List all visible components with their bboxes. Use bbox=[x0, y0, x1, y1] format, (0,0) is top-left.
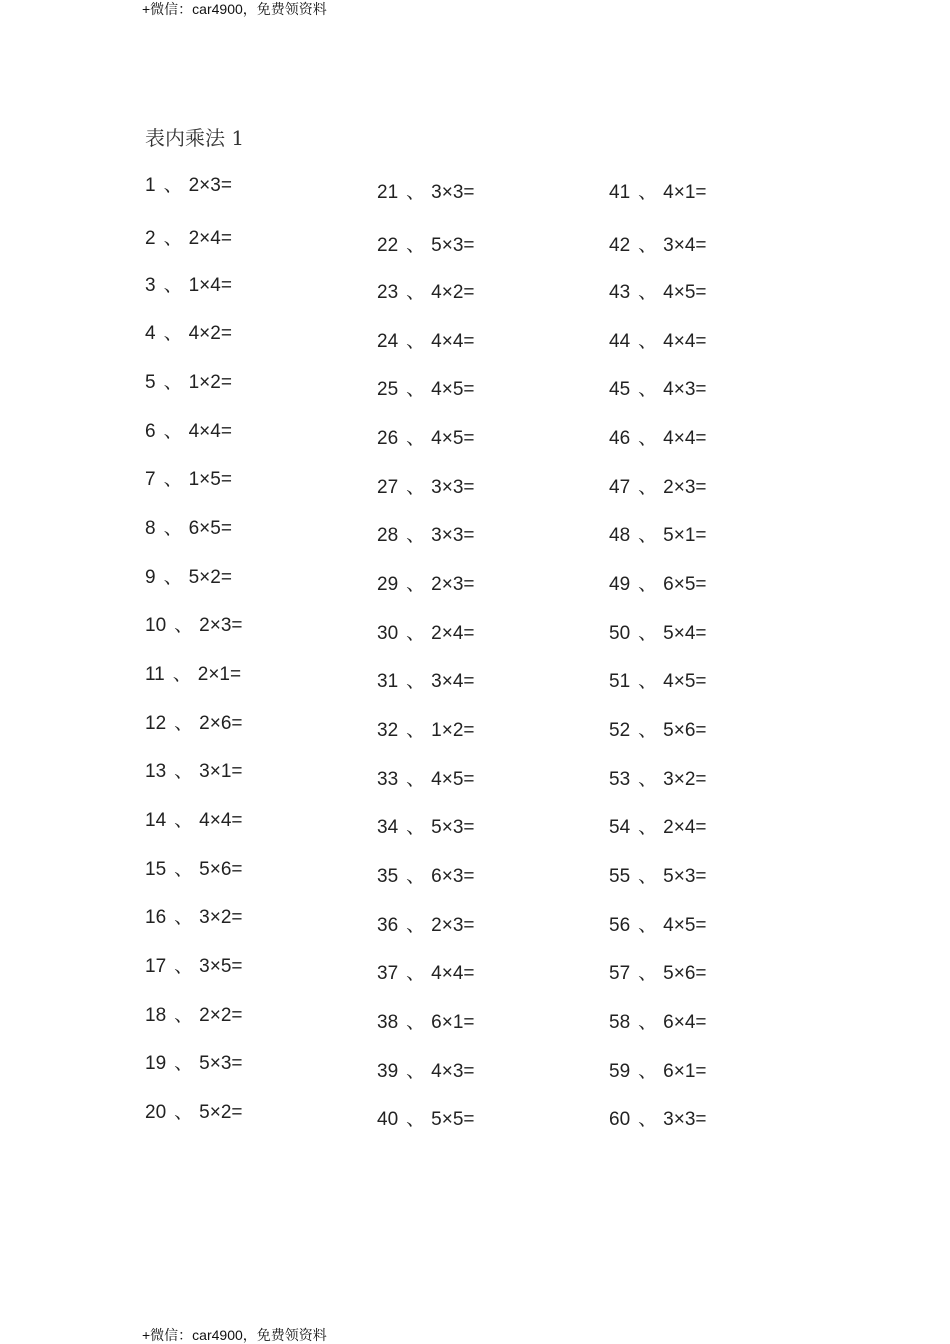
problem-item bbox=[609, 181, 706, 205]
problem-number: 27 bbox=[377, 477, 399, 498]
problem-separator: 、 bbox=[406, 866, 426, 887]
problem-item bbox=[609, 1011, 706, 1035]
problem-number: 11 bbox=[145, 664, 165, 685]
problem-item bbox=[609, 330, 706, 354]
problem-separator: 、 bbox=[406, 574, 426, 595]
problem-separator: 、 bbox=[638, 282, 658, 303]
problem-item bbox=[609, 865, 706, 889]
problem-separator: 、 bbox=[406, 769, 426, 790]
problem-separator: 、 bbox=[174, 859, 194, 880]
problem-expression: 5×2= bbox=[188, 567, 232, 588]
problem-expression: 5×6= bbox=[199, 859, 243, 880]
problem-item bbox=[377, 330, 474, 354]
problem-number: 52 bbox=[609, 720, 631, 741]
problem-separator: 、 bbox=[174, 810, 194, 831]
problem-item bbox=[377, 719, 474, 743]
problem-separator: 、 bbox=[163, 518, 183, 539]
problem-expression: 3×1= bbox=[199, 761, 243, 782]
problem-number: 32 bbox=[377, 720, 399, 741]
problem-number: 57 bbox=[609, 963, 631, 984]
problem-number: 34 bbox=[377, 817, 399, 838]
problem-separator: 、 bbox=[174, 713, 194, 734]
problem-item bbox=[609, 476, 706, 500]
problem-expression: 1×4= bbox=[188, 275, 232, 296]
problem-separator: 、 bbox=[172, 664, 192, 685]
problem-separator: 、 bbox=[406, 235, 426, 256]
problem-separator: 、 bbox=[406, 671, 426, 692]
problem-expression: 2×6= bbox=[199, 713, 243, 734]
problem-expression: 6×1= bbox=[431, 1012, 475, 1033]
problem-separator: 、 bbox=[163, 469, 183, 490]
problem-separator: 、 bbox=[638, 866, 658, 887]
problem-separator: 、 bbox=[406, 477, 426, 498]
problem-expression: 5×2= bbox=[199, 1102, 243, 1123]
problem-separator: 、 bbox=[174, 1005, 194, 1026]
problem-expression: 6×3= bbox=[431, 866, 475, 887]
problem-expression: 5×4= bbox=[663, 623, 707, 644]
problem-item bbox=[145, 322, 232, 346]
problem-expression: 4×4= bbox=[663, 428, 707, 449]
problem-number: 5 bbox=[145, 372, 156, 393]
problem-number: 48 bbox=[609, 525, 631, 546]
problem-expression: 2×3= bbox=[431, 574, 475, 595]
problem-separator: 、 bbox=[638, 1012, 658, 1033]
problem-number: 58 bbox=[609, 1012, 631, 1033]
problem-expression: 4×4= bbox=[663, 331, 707, 352]
problem-number: 49 bbox=[609, 574, 631, 595]
problem-number: 59 bbox=[609, 1061, 631, 1082]
problem-item bbox=[145, 955, 242, 979]
problem-item bbox=[609, 816, 706, 840]
problem-expression: 4×4= bbox=[188, 421, 232, 442]
problem-number: 40 bbox=[377, 1109, 399, 1130]
problem-item bbox=[145, 468, 232, 492]
problem-number: 33 bbox=[377, 769, 399, 790]
problem-number: 29 bbox=[377, 574, 399, 595]
problem-separator: 、 bbox=[638, 428, 658, 449]
problem-item bbox=[377, 1060, 474, 1084]
problem-item bbox=[377, 816, 474, 840]
problem-number: 22 bbox=[377, 235, 399, 256]
problem-number: 31 bbox=[377, 671, 399, 692]
problem-expression: 1×5= bbox=[188, 469, 232, 490]
problem-separator: 、 bbox=[406, 1061, 426, 1082]
problem-separator: 、 bbox=[174, 1102, 194, 1123]
problem-number: 30 bbox=[377, 623, 399, 644]
problem-separator: 、 bbox=[174, 1053, 194, 1074]
problem-number: 50 bbox=[609, 623, 631, 644]
problem-expression: 5×1= bbox=[663, 525, 707, 546]
problem-number: 3 bbox=[145, 275, 156, 296]
header-watermark: +微信：car4900，免费领资料 bbox=[142, 1, 327, 17]
problem-expression: 5×3= bbox=[199, 1053, 243, 1074]
problem-separator: 、 bbox=[163, 421, 183, 442]
problem-item bbox=[145, 174, 232, 198]
problem-separator: 、 bbox=[406, 817, 426, 838]
problem-expression: 4×5= bbox=[663, 915, 707, 936]
problem-separator: 、 bbox=[638, 379, 658, 400]
problem-expression: 3×3= bbox=[431, 182, 475, 203]
problem-separator: 、 bbox=[638, 331, 658, 352]
problem-number: 42 bbox=[609, 235, 631, 256]
problem-separator: 、 bbox=[163, 275, 183, 296]
problem-number: 13 bbox=[145, 761, 167, 782]
problem-expression: 1×2= bbox=[188, 372, 232, 393]
problem-item bbox=[609, 573, 706, 597]
problem-item bbox=[377, 234, 474, 258]
problem-item bbox=[377, 914, 474, 938]
problem-item bbox=[145, 517, 232, 541]
problem-item bbox=[377, 281, 474, 305]
problem-expression: 4×2= bbox=[431, 282, 475, 303]
problem-number: 6 bbox=[145, 421, 156, 442]
problem-expression: 4×5= bbox=[431, 428, 475, 449]
worksheet-title: 表内乘法 1 bbox=[145, 126, 245, 150]
problem-expression: 4×1= bbox=[663, 182, 707, 203]
problem-item bbox=[145, 663, 241, 687]
problem-separator: 、 bbox=[638, 817, 658, 838]
problem-item bbox=[145, 760, 242, 784]
problem-separator: 、 bbox=[406, 331, 426, 352]
problem-number: 45 bbox=[609, 379, 631, 400]
problem-expression: 2×2= bbox=[199, 1005, 243, 1026]
problem-number: 55 bbox=[609, 866, 631, 887]
problem-separator: 、 bbox=[174, 956, 194, 977]
problem-expression: 4×4= bbox=[431, 963, 475, 984]
problem-expression: 4×2= bbox=[188, 323, 232, 344]
problem-separator: 、 bbox=[638, 1109, 658, 1130]
problem-expression: 4×4= bbox=[199, 810, 243, 831]
problem-item bbox=[145, 1004, 242, 1028]
problem-separator: 、 bbox=[638, 1061, 658, 1082]
problem-number: 46 bbox=[609, 428, 631, 449]
problem-separator: 、 bbox=[163, 323, 183, 344]
problem-number: 15 bbox=[145, 859, 167, 880]
problem-expression: 4×5= bbox=[663, 282, 707, 303]
problem-item bbox=[609, 914, 706, 938]
problem-item bbox=[377, 768, 474, 792]
problem-number: 16 bbox=[145, 907, 167, 928]
problem-item bbox=[377, 378, 474, 402]
problem-expression: 3×2= bbox=[663, 769, 707, 790]
problem-item bbox=[377, 1108, 474, 1132]
problem-expression: 2×3= bbox=[199, 615, 243, 636]
problem-item bbox=[609, 622, 706, 646]
problem-item bbox=[609, 281, 706, 305]
problem-expression: 2×4= bbox=[431, 623, 475, 644]
problem-item bbox=[145, 614, 242, 638]
problem-number: 17 bbox=[145, 956, 167, 977]
problem-separator: 、 bbox=[638, 915, 658, 936]
problem-item bbox=[609, 524, 706, 548]
problem-expression: 6×1= bbox=[663, 1061, 707, 1082]
problem-number: 2 bbox=[145, 228, 156, 249]
problem-item bbox=[145, 274, 232, 298]
problem-number: 37 bbox=[377, 963, 399, 984]
problem-item bbox=[609, 768, 706, 792]
problem-expression: 6×4= bbox=[663, 1012, 707, 1033]
problem-separator: 、 bbox=[174, 761, 194, 782]
problem-separator: 、 bbox=[163, 567, 183, 588]
problem-number: 51 bbox=[609, 671, 631, 692]
problem-number: 25 bbox=[377, 379, 399, 400]
problem-number: 60 bbox=[609, 1109, 631, 1130]
problem-expression: 3×4= bbox=[431, 671, 475, 692]
problem-item bbox=[145, 227, 232, 251]
problem-expression: 3×4= bbox=[663, 235, 707, 256]
problem-item bbox=[377, 1011, 474, 1035]
problem-item bbox=[377, 670, 474, 694]
problem-expression: 1×2= bbox=[431, 720, 475, 741]
problem-separator: 、 bbox=[406, 282, 426, 303]
problem-separator: 、 bbox=[638, 769, 658, 790]
problem-number: 12 bbox=[145, 713, 167, 734]
problem-separator: 、 bbox=[638, 477, 658, 498]
problem-number: 9 bbox=[145, 567, 156, 588]
problem-number: 44 bbox=[609, 331, 631, 352]
problem-item bbox=[609, 1108, 706, 1132]
problem-item bbox=[609, 1060, 706, 1084]
problem-expression: 5×6= bbox=[663, 720, 707, 741]
problem-item bbox=[145, 858, 242, 882]
problem-expression: 2×1= bbox=[197, 664, 242, 685]
problem-separator: 、 bbox=[638, 574, 658, 595]
problem-expression: 4×4= bbox=[431, 331, 475, 352]
problem-number: 26 bbox=[377, 428, 399, 449]
problem-item bbox=[377, 573, 474, 597]
problem-item bbox=[377, 524, 474, 548]
problem-item bbox=[145, 371, 232, 395]
problem-item bbox=[377, 962, 474, 986]
problem-number: 56 bbox=[609, 915, 631, 936]
problem-expression: 4×5= bbox=[431, 379, 475, 400]
problem-separator: 、 bbox=[638, 720, 658, 741]
problem-item bbox=[377, 865, 474, 889]
problem-separator: 、 bbox=[638, 235, 658, 256]
problem-separator: 、 bbox=[163, 228, 183, 249]
problem-expression: 5×6= bbox=[663, 963, 707, 984]
problem-number: 4 bbox=[145, 323, 156, 344]
problem-expression: 3×5= bbox=[199, 956, 243, 977]
problem-number: 41 bbox=[609, 182, 631, 203]
problem-separator: 、 bbox=[406, 623, 426, 644]
problem-number: 38 bbox=[377, 1012, 399, 1033]
problem-separator: 、 bbox=[163, 372, 183, 393]
problem-expression: 3×3= bbox=[431, 477, 475, 498]
problem-separator: 、 bbox=[638, 671, 658, 692]
problem-expression: 2×3= bbox=[663, 477, 707, 498]
problem-item bbox=[145, 420, 232, 444]
problem-number: 36 bbox=[377, 915, 399, 936]
problem-number: 28 bbox=[377, 525, 399, 546]
problem-number: 23 bbox=[377, 282, 399, 303]
problem-item bbox=[145, 712, 242, 736]
problem-expression: 2×3= bbox=[431, 915, 475, 936]
problem-item bbox=[609, 378, 706, 402]
problem-expression: 2×4= bbox=[188, 228, 232, 249]
problem-separator: 、 bbox=[406, 428, 426, 449]
problem-expression: 5×3= bbox=[663, 866, 707, 887]
problem-expression: 3×3= bbox=[663, 1109, 707, 1130]
problem-number: 8 bbox=[145, 518, 156, 539]
problem-item bbox=[145, 1101, 242, 1125]
problem-separator: 、 bbox=[406, 1012, 426, 1033]
problem-number: 19 bbox=[145, 1053, 167, 1074]
problem-item bbox=[609, 427, 706, 451]
problem-separator: 、 bbox=[638, 623, 658, 644]
problem-separator: 、 bbox=[406, 379, 426, 400]
problem-expression: 5×3= bbox=[431, 817, 475, 838]
problem-number: 54 bbox=[609, 817, 631, 838]
problem-separator: 、 bbox=[638, 525, 658, 546]
problem-expression: 3×3= bbox=[431, 525, 475, 546]
problem-number: 24 bbox=[377, 331, 399, 352]
problem-item bbox=[145, 809, 242, 833]
problem-number: 10 bbox=[145, 615, 167, 636]
problem-expression: 2×4= bbox=[663, 817, 707, 838]
problem-expression: 2×3= bbox=[188, 175, 232, 196]
problem-item bbox=[377, 622, 474, 646]
problem-item bbox=[609, 670, 706, 694]
problem-item bbox=[377, 476, 474, 500]
problem-item bbox=[145, 1052, 242, 1076]
problem-separator: 、 bbox=[406, 525, 426, 546]
problem-separator: 、 bbox=[406, 720, 426, 741]
problem-separator: 、 bbox=[163, 175, 183, 196]
problem-item bbox=[609, 234, 706, 258]
problem-number: 20 bbox=[145, 1102, 167, 1123]
problem-number: 7 bbox=[145, 469, 156, 490]
problem-expression: 5×3= bbox=[431, 235, 475, 256]
problem-number: 14 bbox=[145, 810, 167, 831]
problem-expression: 3×2= bbox=[199, 907, 243, 928]
problem-number: 18 bbox=[145, 1005, 167, 1026]
problem-item bbox=[377, 427, 474, 451]
problem-separator: 、 bbox=[406, 963, 426, 984]
problem-number: 21 bbox=[377, 182, 399, 203]
problem-separator: 、 bbox=[638, 182, 658, 203]
problem-number: 35 bbox=[377, 866, 399, 887]
problem-item bbox=[145, 906, 242, 930]
problem-expression: 6×5= bbox=[663, 574, 707, 595]
problem-separator: 、 bbox=[406, 182, 426, 203]
problem-expression: 4×3= bbox=[663, 379, 707, 400]
problem-expression: 5×5= bbox=[431, 1109, 475, 1130]
problem-separator: 、 bbox=[174, 615, 194, 636]
problem-expression: 4×5= bbox=[431, 769, 475, 790]
footer-watermark: +微信：car4900，免费领资料 bbox=[142, 1327, 327, 1343]
problem-item bbox=[377, 181, 474, 205]
problem-item bbox=[145, 566, 232, 590]
problem-number: 1 bbox=[145, 175, 156, 196]
problem-separator: 、 bbox=[406, 1109, 426, 1130]
problem-number: 43 bbox=[609, 282, 631, 303]
problem-expression: 6×5= bbox=[188, 518, 232, 539]
problem-separator: 、 bbox=[406, 915, 426, 936]
problem-item bbox=[609, 962, 706, 986]
problem-number: 47 bbox=[609, 477, 631, 498]
problem-separator: 、 bbox=[638, 963, 658, 984]
problem-separator: 、 bbox=[174, 907, 194, 928]
problem-expression: 4×5= bbox=[663, 671, 707, 692]
problem-number: 53 bbox=[609, 769, 631, 790]
problem-item bbox=[609, 719, 706, 743]
problem-number: 39 bbox=[377, 1061, 399, 1082]
problem-expression: 4×3= bbox=[431, 1061, 475, 1082]
